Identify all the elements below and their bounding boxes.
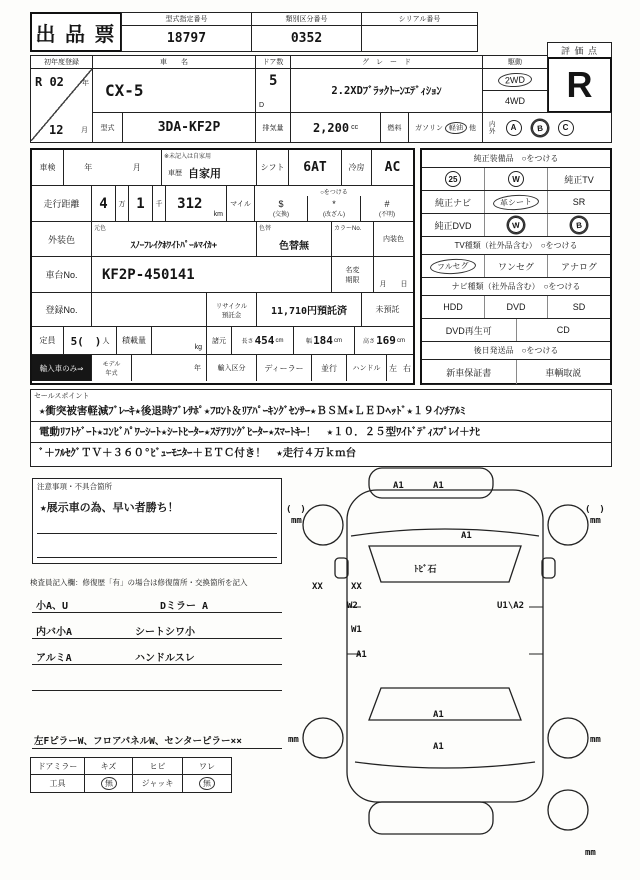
equipment-item: HDD (422, 296, 485, 318)
original-color-label: 元色 (94, 226, 107, 232)
mile-option-exchange (255, 196, 308, 221)
history-content (162, 160, 256, 185)
pen-circle-mark: フルセグ (430, 257, 476, 274)
name-change-deadline-cell (332, 257, 374, 292)
equipment-item (485, 214, 548, 236)
code-col (122, 13, 252, 51)
equipment-item (422, 168, 485, 190)
shaken-label: 車検 (32, 150, 64, 185)
chassis-no-value: KF2P-450141 (92, 257, 332, 292)
first-reg-month: 12 (49, 123, 64, 137)
equipment-item: 純正DVD (422, 214, 485, 236)
crack-label: ヒビ (133, 758, 183, 775)
color-change-cell (257, 222, 332, 256)
damage-code: A1 (393, 481, 404, 491)
front-right-wheel (548, 505, 588, 545)
tools-none-marked (85, 775, 133, 792)
height-value: 169 (376, 334, 396, 347)
car-name-label: 車 名 (93, 56, 255, 69)
recycle-deposit-value: 11,710円預託済 (257, 293, 362, 326)
sales-points-box (30, 389, 612, 467)
hood-line (351, 529, 539, 536)
pen-circle-mark: 無 (199, 777, 216, 791)
model-year-label-1: モデル (102, 362, 121, 368)
fuel-diesel-pen-circle: 軽油 (445, 121, 468, 134)
doors-label: ドア数 (256, 56, 290, 69)
inspector-rule (32, 612, 282, 613)
mileage-cell (92, 186, 227, 221)
load-unit: kg (152, 327, 207, 354)
equipment-row (422, 191, 610, 214)
first-registration-cell (30, 55, 93, 143)
damage-code: W1 (351, 625, 362, 635)
mile-options (255, 196, 413, 221)
sheet-title: 出 品 票 (30, 12, 122, 52)
sales-points-label: セールスポイント (34, 393, 90, 400)
equipment-row (422, 296, 610, 319)
mile-sym-1: $ (278, 199, 284, 209)
aircon-value: AC (384, 160, 401, 175)
car-outline (303, 468, 588, 834)
rating-grade: R (547, 57, 612, 113)
damage-code: A1 (433, 481, 444, 491)
code-col (252, 13, 362, 51)
equipment-item (422, 255, 485, 277)
doors-value: 5 (269, 73, 278, 89)
dimensions-label: 諸元 (207, 327, 232, 354)
equipment-item: 車輌取説 (545, 367, 582, 378)
circled-item: B (570, 216, 588, 234)
drive-cell (482, 55, 548, 113)
damage-code: A1 (433, 742, 444, 752)
damage-code: XX (351, 582, 362, 592)
genuine-equipment-header: 純正装備品 ○をつける (422, 150, 610, 168)
car-name-cell (92, 55, 256, 113)
equipment-item: CD (556, 325, 570, 335)
inspector-entry: アルミA (36, 653, 72, 664)
car-name-value: CX-5 (105, 80, 144, 100)
door-seam-lines (347, 607, 543, 654)
length-unit: cm (275, 337, 284, 344)
table-row (32, 327, 413, 355)
mileage-label: 走行距離 (32, 186, 92, 221)
circled-item: W (507, 216, 525, 234)
inspector-rule (32, 638, 282, 639)
equipment-item: 純正TV (564, 174, 594, 185)
grade-c-circle: C (558, 120, 574, 136)
displacement-cell (291, 113, 381, 142)
height-label: 高さ (363, 339, 376, 345)
equipment-table (420, 148, 612, 385)
tools-label: 工具 (31, 775, 85, 792)
first-reg-year: R 02 (35, 75, 64, 89)
fuel-options (409, 113, 482, 142)
model-label: 型式 (93, 113, 123, 142)
recycle-deposit-label (207, 293, 257, 326)
fuel-label: 燃料 (381, 113, 409, 142)
width-cell (294, 327, 355, 354)
capacity-value: 5( ) (70, 334, 102, 348)
mileage-sen-unit: 千 (153, 186, 166, 221)
equipment-item: DVD (485, 296, 548, 318)
aircon-label: 冷房 (342, 150, 372, 185)
sales-line-2: 電動ﾘﾌﾄｹﾞｰﾄ★ｺﾝﾋﾞﾊﾟﾜｰｼｰﾄ★ｼｰﾄﾋｰﾀｰ★ｽﾃｱﾘﾝｸﾞﾋｰﾀｰ★ｽﾏｰﾄｷｰ！ ★１０．２５型ﾜｲﾄﾞﾃﾞｨｽﾌﾟﾚｲ＋ﾅﾋ (31, 422, 611, 443)
length-cell (232, 327, 294, 354)
drive-2wd-option (483, 69, 547, 91)
inspector-rule (32, 748, 282, 749)
handle-options (387, 355, 413, 381)
drive-label: 駆動 (483, 56, 547, 69)
table-row (32, 222, 413, 257)
interior-label: 内 (489, 120, 496, 128)
damage-code: XX (312, 582, 323, 592)
tailgate-line (355, 762, 535, 768)
mile-sub-1: (交換) (273, 212, 289, 218)
equipment-row (422, 168, 610, 191)
mileage-unit: km (213, 211, 223, 218)
front-left-wheel (303, 505, 343, 545)
scratch-label: キズ (85, 758, 133, 775)
model-year-label-2: 年式 (105, 371, 118, 377)
car-body-shape (347, 490, 543, 802)
notes-rule (37, 533, 277, 534)
tread-depth-blank: ( ) (585, 505, 605, 515)
width-value: 184 (313, 334, 333, 347)
pen-circle-mark: 2WD (498, 72, 533, 88)
registration-no-label: 登録No. (32, 293, 92, 326)
mile-note: ○をつける (320, 190, 348, 196)
navi-type-header: ナビ種類（社外品含む） ○をつける (422, 278, 610, 296)
inspector-rule (32, 690, 282, 691)
model-value: 3DA-KF2P (123, 113, 256, 142)
code-table (121, 12, 478, 52)
damage-code: A1 (461, 531, 472, 541)
displacement-label: 排気量 (256, 113, 291, 142)
break-label: ワレ (183, 758, 231, 775)
shaken-date-cell (64, 150, 162, 185)
table-row (32, 293, 413, 327)
mile-sym-3: # (384, 199, 390, 209)
left-mirror-shape (335, 558, 348, 578)
notes-box (32, 478, 282, 564)
height-cell (355, 327, 413, 354)
width-unit: cm (333, 337, 342, 344)
rating-label: 評 価 点 (547, 42, 612, 58)
equipment-item (485, 168, 548, 190)
tools-table (30, 757, 232, 793)
pen-circle-mark: 革シート (493, 193, 540, 210)
code-value (362, 26, 477, 51)
doors-cell (255, 55, 291, 113)
model-year-label (92, 355, 132, 381)
inspector-entry: 左FピラーW、フロアパネルW、センターピラー×× (34, 736, 242, 747)
grade-cell (290, 55, 483, 113)
first-registration-value (31, 69, 92, 141)
equipment-row (422, 319, 610, 342)
inspector-entry: ハンドルスレ (135, 653, 195, 664)
tread-depth-unit: mm (590, 516, 601, 526)
inspector-header: 検査員記入欄：修復歴「有」の場合は修復箇所・交換箇所を記入 (30, 578, 248, 587)
exterior-color-label: 外装色 (32, 222, 92, 256)
interior-exterior-grade-cell (482, 112, 612, 143)
grade-label: グ レ ー ド (291, 56, 482, 69)
equipment-item (548, 214, 610, 236)
capacity-label: 定員 (32, 327, 64, 354)
damage-code: U1\A2 (497, 601, 525, 611)
mile-sub-3: (不明) (379, 212, 395, 218)
exterior-color-value: ｽﾉｰﾌﾚｲｸﾎﾜｲﾄﾊﾟｰﾙﾏｲｶ+ (130, 240, 218, 251)
mile-option-unknown (361, 196, 413, 221)
grade-a-circle: A (506, 120, 522, 136)
notes-line: ★展示車の為、早い者勝ち！ (40, 501, 179, 514)
code-label: シリアル番号 (362, 13, 477, 26)
notes-label: 注意事項・不具合箇所 (37, 482, 112, 491)
tread-depth-blank: ( ) (286, 505, 306, 515)
capacity-unit: 人 (102, 337, 110, 345)
history-cell (162, 150, 257, 185)
name-change-date-units: 月 日 (379, 281, 408, 288)
sales-line-1: ★衝突被害軽減ﾌﾞﾚｰｷ★後退時ﾌﾞﾚｻﾎﾟ★ﾌﾛﾝﾄ＆ﾘｱﾊﾟｰｷﾝｸﾞｾﾝｻｰ★ＢＳＭ★ＬＥＤﾍｯﾄﾞ★１９ｲﾝﾁｱﾙﾐ (31, 401, 611, 422)
table-row (32, 186, 413, 222)
mile-sym-2: * (332, 199, 336, 209)
jack-none-marked (183, 775, 231, 792)
model-row (92, 112, 483, 143)
doors-unit: D (259, 102, 265, 109)
tread-depth-unit: mm (291, 516, 302, 526)
color-change-label: 色替 (259, 226, 272, 232)
equipment-row (422, 214, 610, 237)
displacement-unit: cc (351, 124, 359, 131)
import-category-label: 輸入区分 (207, 355, 257, 381)
inspector-rule (32, 664, 282, 665)
rear-right-wheel (548, 718, 588, 758)
shaken-year-unit: 年 (84, 163, 93, 172)
inspector-entry: Dミラー A (160, 601, 209, 612)
door-mirror-label: ドアミラー (31, 758, 85, 775)
year-unit: 年 (82, 80, 89, 87)
inspector-entry: 小A、U (36, 601, 69, 612)
history-note: ※未記入は自家用 (164, 154, 212, 160)
equipment-row (422, 360, 610, 385)
grade-value: 2.2XDﾌﾞﾗｯｸﾄｰﾝｴﾃﾞｨｼｮﾝ (331, 84, 442, 97)
exterior-label: 外 (489, 127, 496, 135)
equipment-item: ワンセグ (485, 255, 548, 277)
registration-no-value-empty (92, 293, 207, 326)
width-label: 幅 (306, 339, 313, 345)
tread-depth-unit: mm (590, 735, 601, 745)
length-label: 長さ (241, 339, 254, 345)
mileage-man-digit: 4 (92, 186, 116, 221)
spare-tire (548, 790, 588, 830)
fuel-other: 他 (469, 124, 476, 132)
capacity-cell (64, 327, 117, 354)
recycle-label-1: リサイクル (215, 302, 248, 310)
damage-code: A1 (433, 710, 444, 720)
equipment-item: SD (572, 302, 586, 312)
equipment-item: 純正ナビ (422, 191, 485, 213)
table-row (32, 150, 413, 186)
height-unit: cm (396, 337, 405, 344)
first-registration-label: 初年度登録 (31, 56, 92, 69)
import-parallel-option: 並行 (312, 355, 347, 381)
table-row (32, 355, 413, 381)
code-label: 類別区分番号 (252, 13, 361, 26)
tread-depth-unit: mm (585, 848, 596, 858)
later-shipment-header: 後日発送品 ○をつける (422, 342, 610, 360)
handle-left-option: 左 (389, 363, 397, 373)
equipment-item: 新車保証書 (422, 360, 517, 384)
import-dealer-option: ディーラー (257, 355, 312, 381)
car-damage-diagram (285, 462, 625, 862)
damage-code: W2 (347, 601, 358, 611)
code-label: 型式指定番号 (122, 13, 251, 26)
code-col (362, 13, 477, 51)
drive-4wd-option: 4WD (505, 96, 525, 106)
displacement-value: 2,200 (312, 120, 350, 135)
handle-label: ハンドル (347, 355, 387, 381)
recycle-not-deposited: 未預託 (375, 305, 400, 314)
history-label: 車歴 (168, 169, 182, 177)
notes-rule (37, 557, 277, 558)
code-value: 18797 (166, 31, 207, 46)
handle-right-option: 右 (403, 363, 411, 373)
color-no-cell (332, 222, 374, 256)
shift-label: シフト (257, 150, 289, 185)
equipment-item: アナログ (560, 261, 597, 272)
mileage-sen-digit: 1 (129, 186, 153, 221)
vehicle-details-table (30, 148, 415, 385)
color-change-value: 色替無 (279, 240, 309, 252)
grade-b-circle-marked: B (531, 119, 549, 137)
model-year-unit: 年 (132, 355, 207, 381)
mile-options-cell (255, 186, 413, 221)
table-row (32, 257, 413, 293)
stone-chip-note: ﾄﾋﾞ石 (414, 565, 437, 575)
equipment-item: DVD再生可 (422, 319, 517, 341)
mileage-man-unit: 万 (116, 186, 129, 221)
mile-label: マイル (227, 186, 255, 221)
doors-value-area (256, 69, 290, 111)
circled-item: W (508, 171, 524, 187)
mile-sub-2: (改ざん) (323, 212, 345, 218)
pen-circle-mark: 無 (100, 777, 117, 791)
equipment-row (422, 255, 610, 278)
name-change-label-1: 名変 (345, 266, 360, 274)
shift-value: 6AT (289, 150, 342, 185)
inspector-entry: シートシワ小 (135, 627, 195, 638)
jack-label: ジャッキ (133, 775, 183, 792)
color-no-label: カラーNo. (334, 226, 362, 232)
tread-depth-unit: mm (288, 735, 299, 745)
windshield-shape (369, 546, 521, 582)
interior-exterior-label (489, 121, 496, 135)
equipment-item: SR (572, 197, 586, 207)
exterior-color-cell (92, 222, 257, 256)
front-bumper-shape (369, 468, 493, 498)
code-value: 0352 (290, 31, 323, 46)
month-unit: 月 (81, 127, 88, 134)
rear-window-shape (369, 688, 521, 720)
name-change-label-2: 期限 (345, 276, 360, 284)
rear-bumper-shape (369, 802, 493, 834)
sales-line-3: ﾞ＋ﾌﾙｾｸﾞＴＶ＋３６０°ﾋﾞｭｰﾓﾆﾀｰ＋ＥＴＣ付き！ ★走行４万ｋｍ台 (39, 447, 357, 459)
length-value: 454 (254, 334, 275, 347)
load-label: 積載量 (117, 327, 152, 354)
interior-color-cell: 内装色 (383, 236, 404, 243)
import-only-label: 輸入車のみ⇒ (32, 355, 92, 381)
tv-type-header: TV種類（社外品含む） ○をつける (422, 237, 610, 255)
mileage-rest-digits: 312 (177, 195, 203, 212)
rear-left-wheel (303, 718, 343, 758)
fuel-gasoline: ガソリン (415, 124, 443, 132)
mile-option-tampered (308, 196, 361, 221)
shaken-month-unit: 月 (132, 163, 141, 172)
circled-item: 25 (445, 171, 461, 187)
right-mirror-shape (542, 558, 555, 578)
damage-code: A1 (356, 650, 367, 660)
chassis-no-label: 車台No. (32, 257, 92, 292)
recycle-label-2: 預託金 (221, 311, 242, 319)
equipment-item (485, 191, 548, 213)
inspector-entry: 内バ小A (36, 627, 73, 638)
history-value: 自家用 (188, 166, 221, 180)
